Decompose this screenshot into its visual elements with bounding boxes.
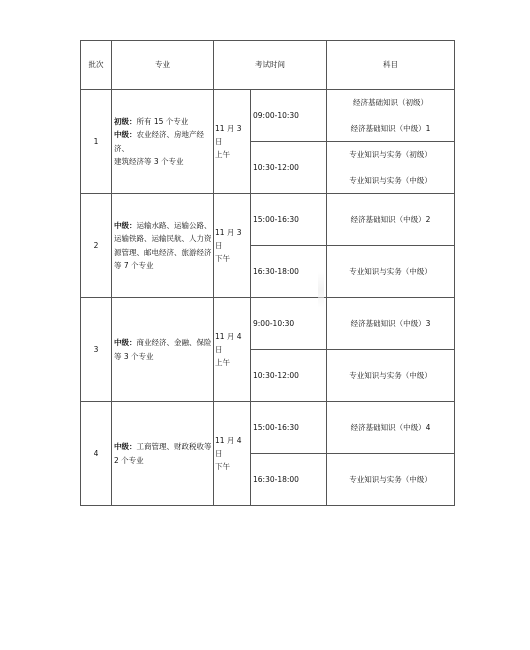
- subject-name: 专业知识与实务（中级）: [349, 370, 432, 380]
- watermark-mark: [318, 272, 324, 308]
- time-slot-cell: 16:30-18:00: [251, 246, 327, 298]
- time-slot-cell: 9:00-10:30: [251, 298, 327, 350]
- major-line: [114, 454, 212, 467]
- major-cell: [112, 90, 214, 194]
- subject-name: 经济基础知识（中级）1: [350, 123, 431, 133]
- batch-cell: 3: [81, 298, 112, 402]
- major-cell: [112, 402, 214, 506]
- batch-cell: 1: [81, 90, 112, 194]
- major-text: 等 3 个专业: [114, 351, 154, 361]
- batch-cell: 2: [81, 194, 112, 298]
- table-row: [81, 90, 455, 142]
- major-line: [114, 350, 212, 363]
- major-text: 等 7 个专业: [114, 260, 154, 270]
- major-cell: [112, 298, 214, 402]
- exam-date: 11 月 3 日: [215, 227, 242, 250]
- major-line: [114, 219, 212, 232]
- table-row: [81, 402, 455, 454]
- date-cell: [214, 298, 251, 402]
- major-text: 所有 15 个专业: [136, 117, 189, 127]
- major-text: 运输铁路、运输民航、人力资: [114, 234, 212, 244]
- batch-cell: 4: [81, 402, 112, 506]
- major-text: 源管理、邮电经济、旅游经济: [114, 247, 212, 257]
- time-slot-cell: 15:00-16:30: [251, 194, 327, 246]
- major-line: [114, 440, 212, 453]
- exam-schedule-table: [80, 40, 455, 506]
- date-cell: [214, 194, 251, 298]
- major-line: [114, 259, 212, 272]
- time-slot-cell: 10:30-12:00: [251, 142, 327, 194]
- major-line: [114, 128, 212, 154]
- header-batch: 批次: [81, 41, 112, 90]
- major-line: [114, 115, 212, 128]
- major-text: 2 个专业: [114, 455, 144, 465]
- level-label: 中级：: [114, 221, 137, 231]
- exam-date: 11 月 4 日: [215, 435, 242, 458]
- major-line: [114, 155, 212, 168]
- major-text: 商业经济、金融、保险: [136, 338, 212, 348]
- exam-period: 下午: [215, 254, 230, 264]
- subject-cell: [327, 194, 455, 246]
- table-row: [81, 194, 455, 246]
- table-row: [81, 298, 455, 350]
- level-label: 中级：: [114, 442, 137, 452]
- major-line: [114, 232, 212, 245]
- subject-cell: [327, 90, 455, 142]
- subject-cell: [327, 454, 455, 506]
- header-exam-time: 考试时间: [214, 41, 327, 90]
- major-line: [114, 246, 212, 259]
- major-text: 工商管理、财政税收等: [136, 442, 212, 452]
- exam-date: 11 月 4 日: [215, 331, 242, 354]
- header-major: 专业: [112, 41, 214, 90]
- subject-name: 经济基础知识（中级）3: [350, 318, 431, 328]
- subject-name: 经济基础知识（中级）2: [350, 214, 431, 224]
- time-slot-cell: 16:30-18:00: [251, 454, 327, 506]
- time-slot-cell: 10:30-12:00: [251, 350, 327, 402]
- subject-cell: [327, 142, 455, 194]
- time-slot-cell: 15:00-16:30: [251, 402, 327, 454]
- major-text: 农业经济、房地产经济、: [114, 130, 204, 153]
- subject-cell: [327, 246, 455, 298]
- exam-period: 上午: [215, 358, 230, 368]
- level-label: 中级：: [114, 338, 137, 348]
- date-cell: [214, 90, 251, 194]
- header-subject: 科目: [327, 41, 455, 90]
- major-text: 运输水路、运输公路、: [136, 221, 212, 231]
- exam-period: 上午: [215, 150, 230, 160]
- level-label: 初级：: [114, 117, 137, 127]
- subject-name: 专业知识与实务（中级）: [349, 474, 432, 484]
- subject-cell: [327, 350, 455, 402]
- exam-date: 11 月 3 日: [215, 123, 242, 146]
- major-line: [114, 336, 212, 349]
- time-slot-cell: 09:00-10:30: [251, 90, 327, 142]
- subject-name: 专业知识与实务（中级）: [349, 266, 432, 276]
- subject-cell: [327, 298, 455, 350]
- date-cell: [214, 402, 251, 506]
- subject-name: 专业知识与实务（中级）: [349, 175, 432, 185]
- major-text: 建筑经济等 3 个专业: [114, 156, 184, 166]
- major-cell: [112, 194, 214, 298]
- subject-cell: [327, 402, 455, 454]
- subject-name: 专业知识与实务（初级）: [349, 150, 432, 160]
- subject-name: 经济基础知识（中级）4: [350, 422, 431, 432]
- header-row: [81, 41, 455, 90]
- exam-period: 下午: [215, 462, 230, 472]
- subject-name: 经济基础知识（初级）: [353, 98, 428, 108]
- level-label: 中级：: [114, 130, 137, 140]
